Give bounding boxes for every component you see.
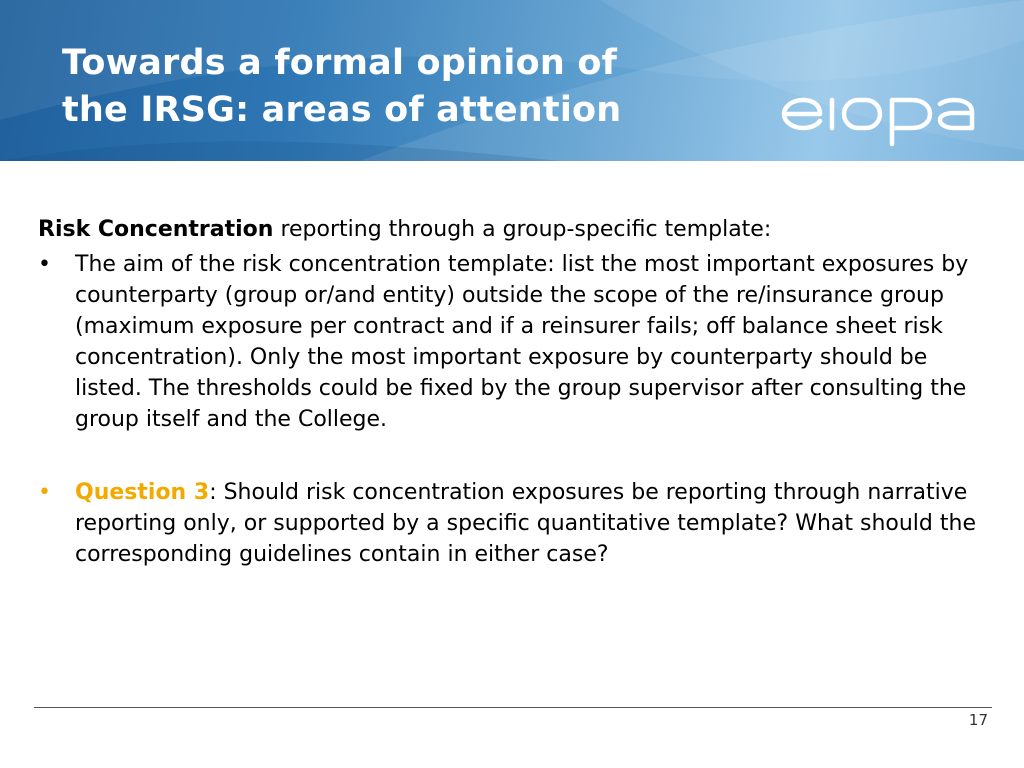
slide-title-line-1: Towards a formal opinion of <box>62 43 617 83</box>
slide-title <box>62 40 621 134</box>
slide-body <box>38 214 998 570</box>
page-number: 17 <box>968 711 988 729</box>
lead-bold: Risk Concentration <box>38 217 274 242</box>
eiopa-logo <box>780 90 980 148</box>
bullet-text: The aim of the risk concentration template: list the most important exposures by counterparty (group or/and entity) outside the scope of the re/insurance group (maximum exposure per contract and if a reinsurer fails; off balance sheet risk concentration). Only the most important exposure by counterparty should be listed. The thresholds could be fixed by the group supervisor after consulting the group itself and the College. <box>75 252 969 432</box>
header-band <box>0 0 1024 161</box>
bullet-item-aim <box>38 249 998 435</box>
bullet-text: : Should risk concentration exposures be reporting through narrative reporting only, or supported by a specific quantitative template? What should the corresponding guidelines contain in either case? <box>75 480 976 567</box>
bullet-marker: • <box>38 252 51 277</box>
bullet-marker: • <box>38 480 51 505</box>
lead-paragraph <box>38 214 998 245</box>
lead-rest: reporting through a group-specific template: <box>273 217 772 242</box>
slide-title-line-2: the IRSG: areas of attention <box>62 90 622 130</box>
question-label: Question 3 <box>75 480 210 505</box>
bullet-item-question <box>38 477 998 570</box>
footer-divider <box>34 707 992 708</box>
